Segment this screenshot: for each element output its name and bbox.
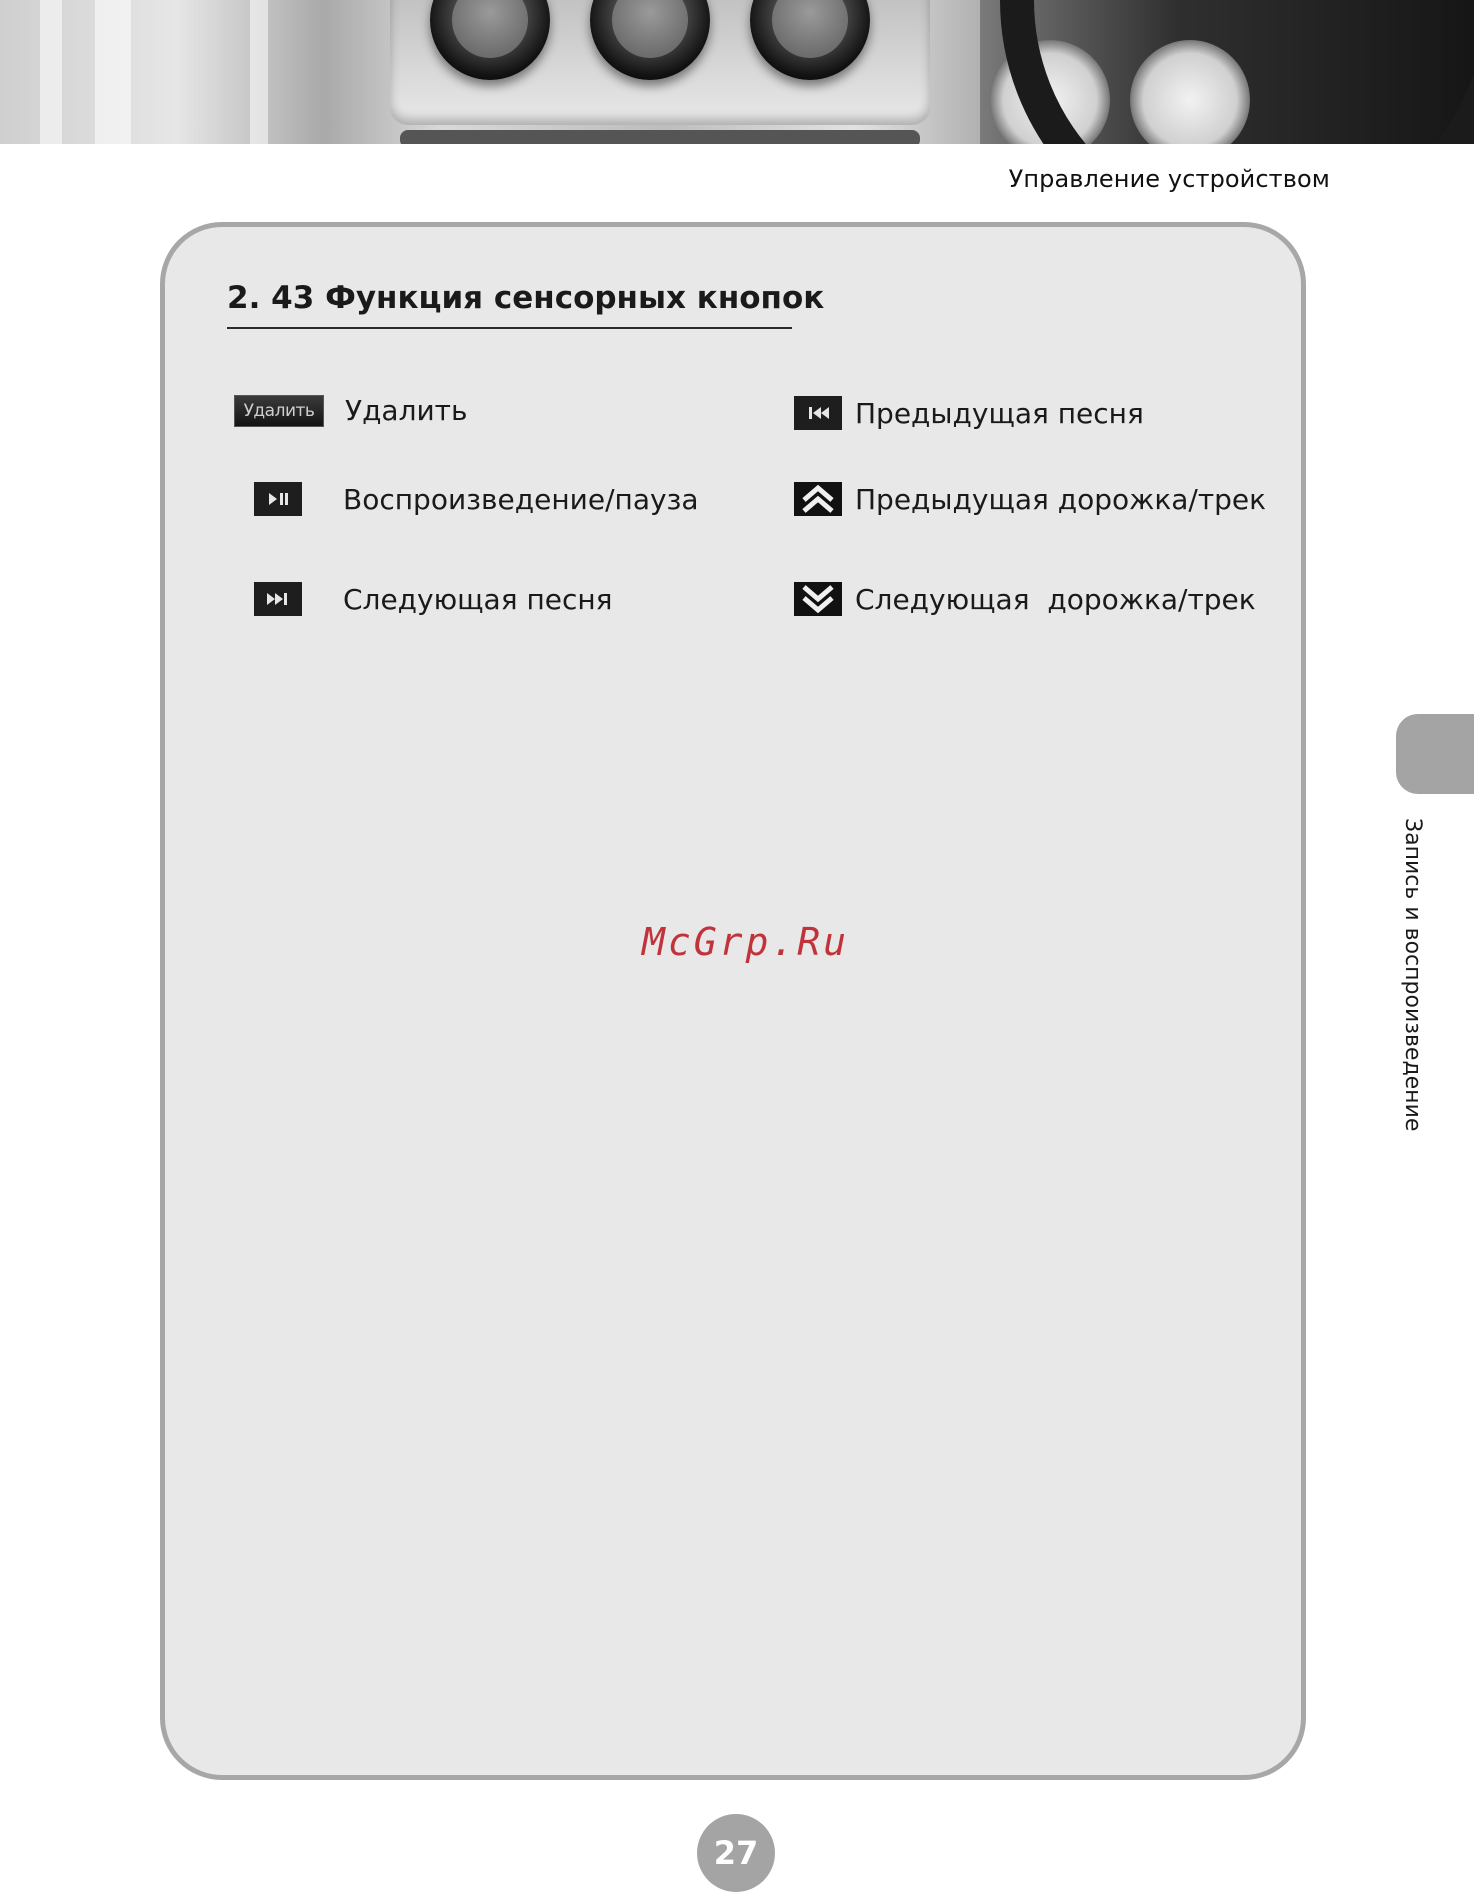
section-title: 2. 43 Функция сенсорных кнопок bbox=[227, 280, 825, 316]
next-song-label: Следующая песня bbox=[343, 582, 613, 616]
next-folder-label: Следующая дорожка/трек bbox=[855, 582, 1256, 616]
delete-button-icon: Удалить bbox=[234, 395, 324, 427]
legend-item-play-pause bbox=[254, 482, 699, 516]
play-pause-label: Воспроизведение/пауза bbox=[343, 482, 699, 516]
play-pause-icon bbox=[254, 482, 302, 516]
banner-light-stripe bbox=[40, 0, 62, 144]
double-chevron-up-icon bbox=[794, 482, 842, 516]
double-chevron-down-icon bbox=[794, 582, 842, 616]
chapter-side-label: Запись и воспроизведение bbox=[1400, 818, 1425, 1132]
banner-knob bbox=[590, 0, 710, 80]
legend-item-next-song bbox=[254, 582, 613, 616]
banner-knob bbox=[750, 0, 870, 80]
legend-item-next-folder bbox=[794, 582, 1256, 616]
legend-item-previous-song bbox=[794, 396, 1144, 430]
section-title-underline bbox=[227, 327, 792, 329]
legend-item-previous-folder bbox=[794, 482, 1266, 516]
banner-console-panel bbox=[390, 0, 930, 125]
banner-console-slot bbox=[400, 130, 920, 144]
previous-folder-label: Предыдущая дорожка/трек bbox=[855, 482, 1267, 516]
header-banner-image bbox=[0, 0, 1474, 144]
banner-knob bbox=[430, 0, 550, 80]
page-number-badge bbox=[697, 1814, 775, 1892]
page-number: 27 bbox=[713, 1834, 759, 1872]
legend-item-delete bbox=[234, 394, 468, 427]
delete-label: Удалить bbox=[345, 394, 468, 427]
previous-track-icon bbox=[794, 396, 842, 430]
content-panel bbox=[160, 222, 1306, 1780]
watermark: McGrp.Ru bbox=[642, 920, 850, 964]
running-header: Управление устройством bbox=[1008, 165, 1330, 193]
previous-song-label: Предыдущая песня bbox=[855, 396, 1144, 430]
banner-steering-wheel bbox=[1000, 0, 1474, 144]
banner-light-stripe bbox=[95, 0, 131, 144]
banner-light-stripe bbox=[250, 0, 268, 144]
next-track-icon bbox=[254, 582, 302, 616]
chapter-side-tab bbox=[1396, 714, 1474, 794]
